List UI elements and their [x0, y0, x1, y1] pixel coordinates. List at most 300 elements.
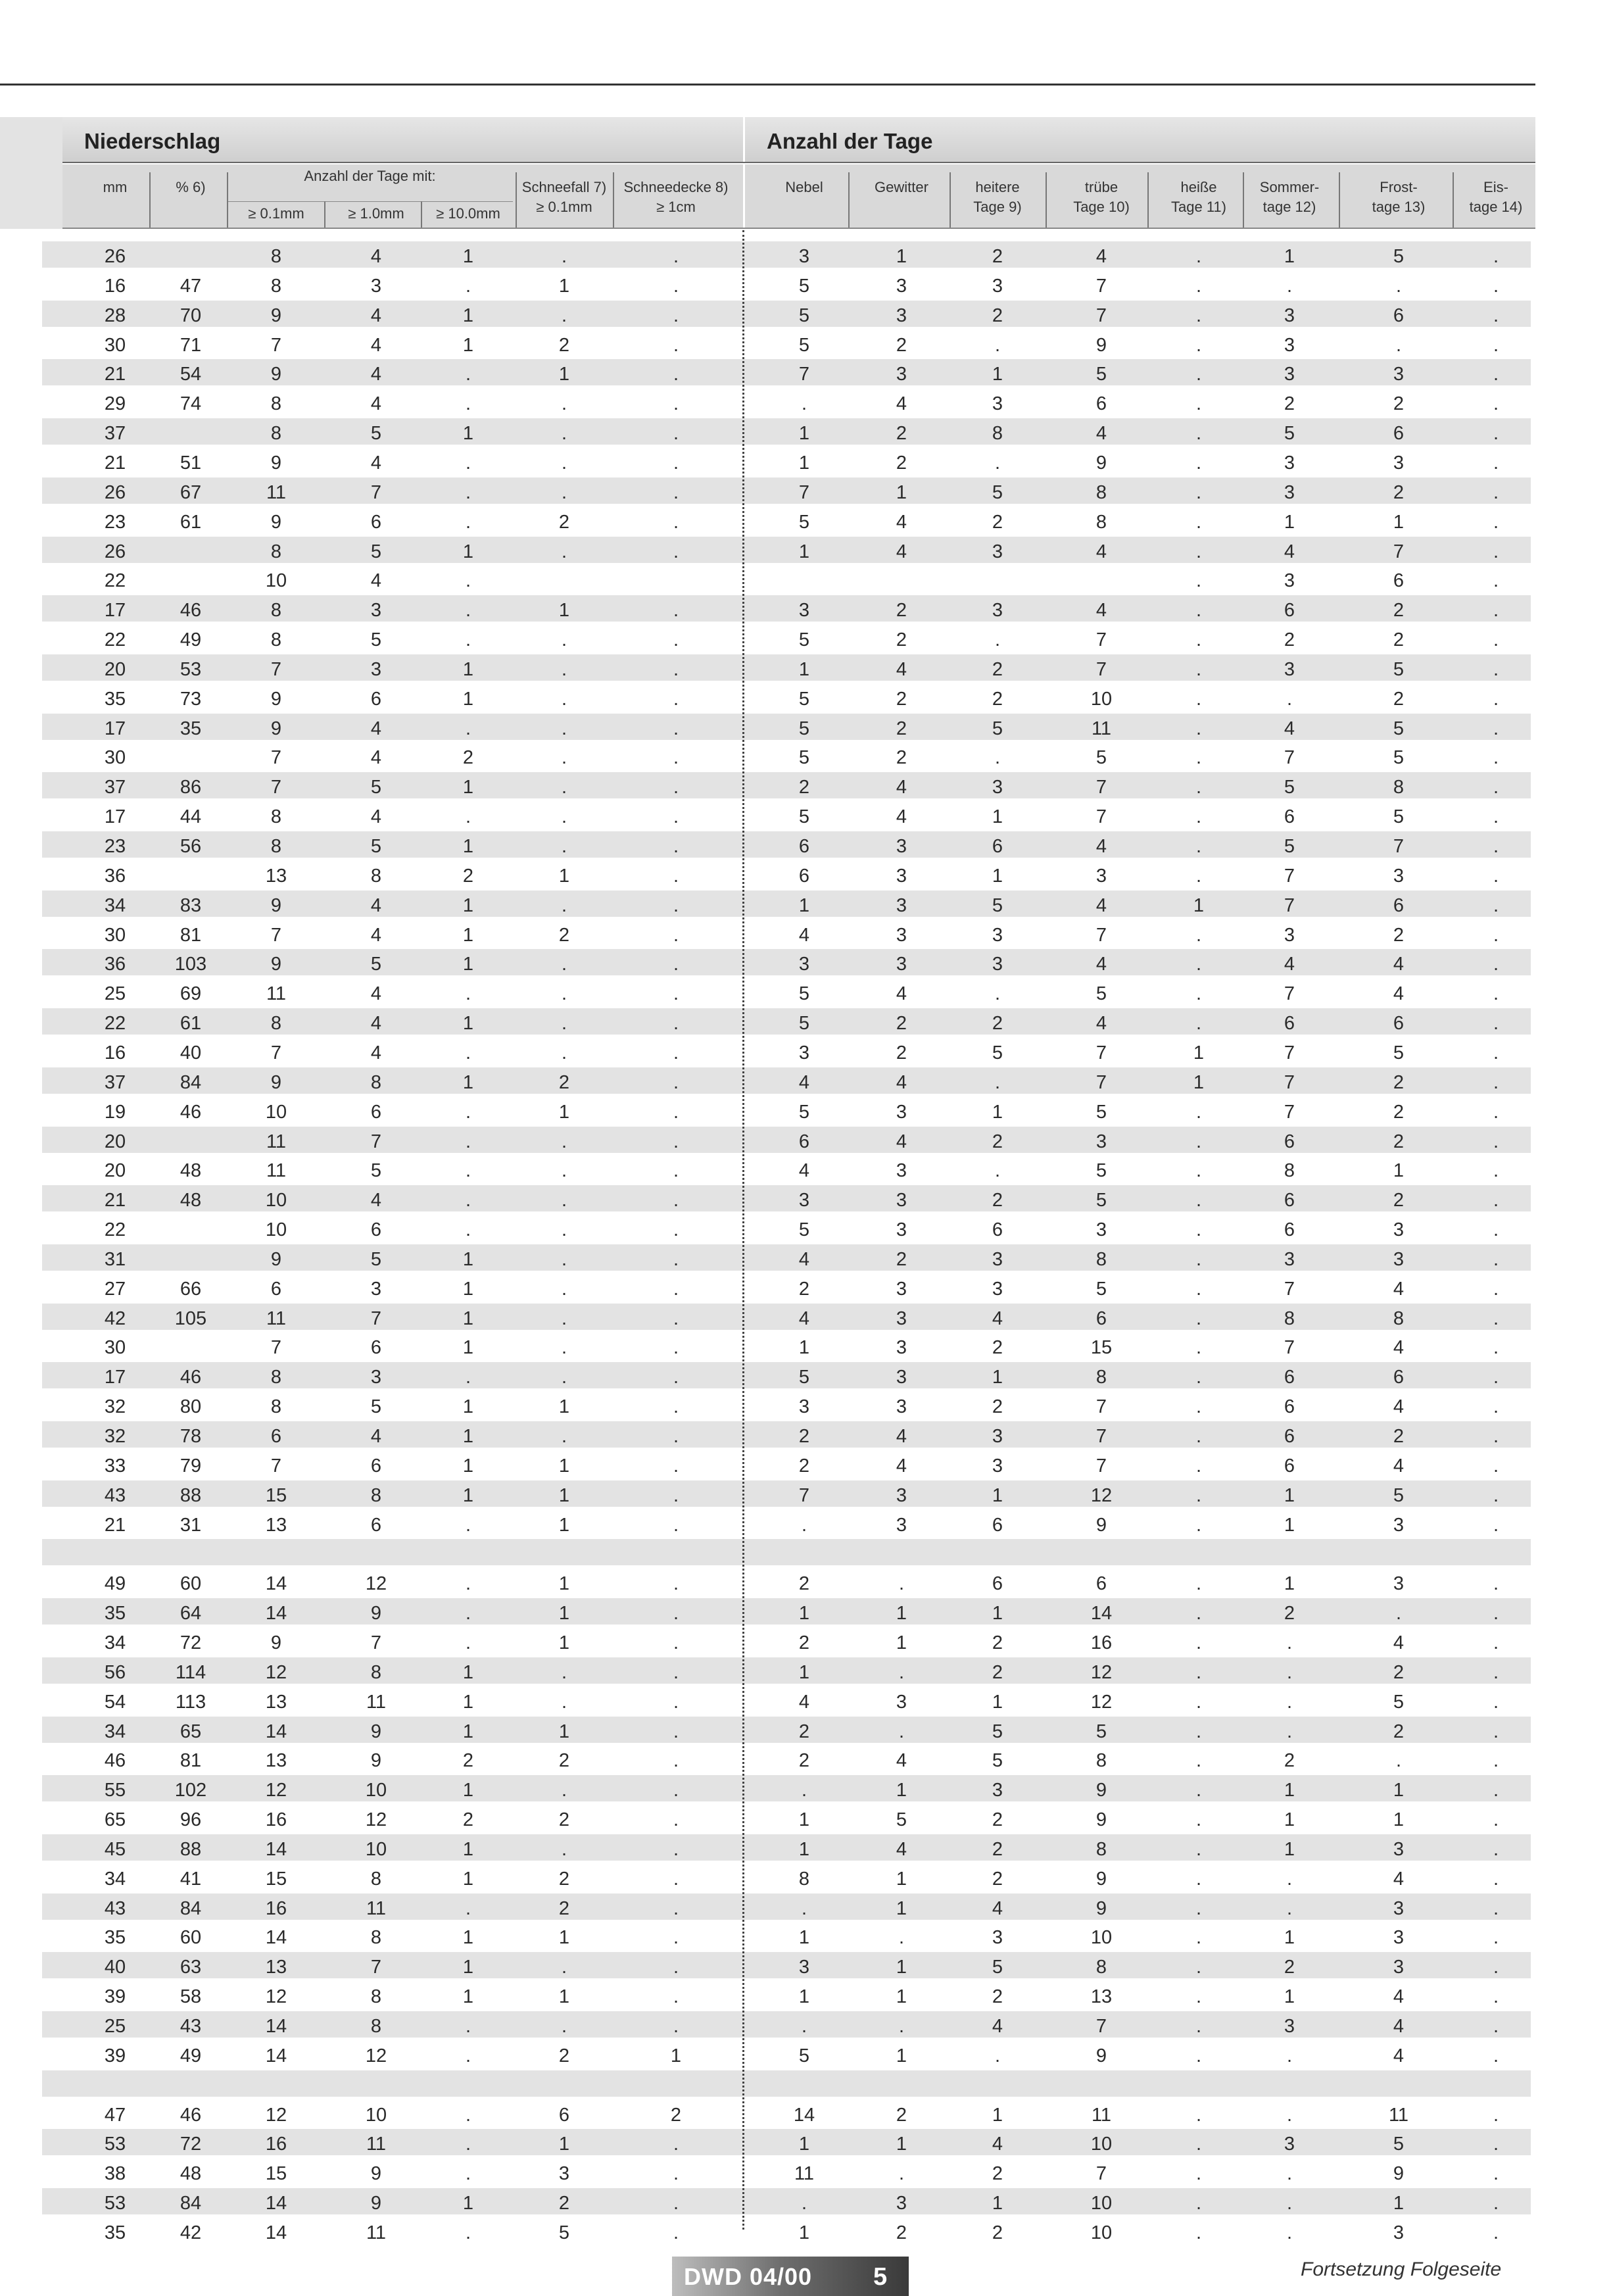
table-cell: 8 [270, 1013, 282, 1035]
table-cell: 7 [1095, 658, 1107, 680]
table-cell: 3 [1284, 305, 1295, 326]
table-cell: . [673, 481, 679, 503]
table-cell [515, 566, 613, 592]
table-cell: 34 [104, 1868, 126, 1890]
table-row [42, 1922, 1531, 1949]
table-cell: . [673, 541, 679, 562]
table-cell: 1 [462, 1927, 474, 1949]
table-cell: 1 [558, 2134, 570, 2155]
table-cell: 16 [104, 275, 126, 297]
column-header: tage 12) [1262, 199, 1316, 215]
table-cell: 3 [1095, 1131, 1107, 1152]
table-cell: . [673, 2016, 679, 2037]
table-cell [1242, 1539, 1337, 1565]
table-cell: 55 [104, 1780, 126, 1801]
table-cell [854, 566, 950, 592]
table-cell: . [561, 1337, 567, 1359]
table-cell: 46 [180, 1367, 202, 1388]
table-cell: . [1195, 1101, 1202, 1123]
table-cell: . [1493, 1927, 1499, 1949]
table-row [42, 241, 1531, 268]
table-cell: 1 [896, 2134, 907, 2155]
table-cell: . [673, 1603, 679, 1624]
table-cell: 3 [1284, 334, 1295, 356]
table-row [42, 1215, 1531, 1241]
table-cell: 9 [1095, 1897, 1107, 1919]
table-cell: 2 [1393, 1661, 1405, 1683]
table-cell: 1 [462, 1426, 474, 1447]
table-cell: . [465, 2045, 471, 2066]
table-cell: 4 [1393, 2016, 1405, 2037]
column-header: heiße [1180, 179, 1217, 195]
table-cell: 17 [104, 1367, 126, 1388]
table-cell [948, 566, 1047, 592]
table-row [42, 772, 1531, 798]
table-cell: 1 [462, 423, 474, 445]
table-cell: 12 [365, 1573, 387, 1595]
table-cell: . [465, 2163, 471, 2185]
table-cell: 11 [266, 481, 287, 503]
table-cell: . [465, 1101, 471, 1123]
table-cell: 7 [1284, 865, 1295, 887]
table-cell: 15 [265, 2163, 287, 2185]
column-header: Tage 11) [1171, 199, 1226, 215]
table-cell: 1 [558, 865, 570, 887]
table-cell: 8 [370, 1927, 382, 1949]
table-cell: 1 [462, 305, 474, 326]
table-cell: 6 [370, 1101, 382, 1123]
table-cell: 6 [558, 2104, 570, 2126]
table-cell: . [1195, 1927, 1202, 1949]
table-cell: . [898, 2016, 905, 2037]
table-cell: 2 [1284, 1750, 1295, 1772]
table-cell: 4 [896, 1750, 907, 1772]
table-cell: 2 [1393, 1190, 1405, 1211]
table-cell: . [673, 688, 679, 710]
table-cell: 15 [265, 1484, 287, 1506]
table-cell: . [465, 1042, 471, 1063]
table-cell: 1 [992, 1484, 1003, 1506]
table-cell: 5 [1393, 1042, 1405, 1063]
table-cell: . [1195, 777, 1202, 798]
table-cell: 3 [992, 954, 1003, 975]
table-cell: . [1493, 1013, 1499, 1035]
table-cell: 4 [1095, 894, 1107, 916]
table-cell: 1 [1193, 1071, 1205, 1093]
table-cell: . [673, 1780, 679, 1801]
table-cell: 1 [1393, 1780, 1405, 1801]
table-cell: 7 [1095, 1396, 1107, 1418]
header-rule-top [62, 162, 1535, 163]
table-cell: 1 [896, 481, 907, 503]
table-cell: . [1286, 2045, 1293, 2066]
table-cell: 30 [104, 924, 126, 946]
table-cell: 5 [370, 954, 382, 975]
table-cell: 7 [270, 747, 282, 769]
table-cell: 8 [370, 865, 382, 887]
table-cell: 3 [1393, 364, 1405, 385]
table-cell: 4 [370, 305, 382, 326]
table-cell: 1 [558, 364, 570, 385]
table-cell: . [673, 1101, 679, 1123]
table-cell: 21 [104, 1190, 126, 1211]
table-cell: 14 [265, 1838, 287, 1860]
table-cell: 4 [370, 393, 382, 415]
table-cell: . [1286, 2104, 1293, 2126]
table-cell: 1 [558, 1927, 570, 1949]
table-cell: 23 [104, 511, 126, 533]
table-cell: 105 [174, 1307, 207, 1329]
table-cell: 9 [1095, 334, 1107, 356]
table-cell: . [1493, 1603, 1499, 1624]
table-row [42, 1598, 1531, 1624]
table-cell: 2 [896, 688, 907, 710]
table-cell: 6 [370, 1455, 382, 1477]
table-cell: . [1195, 836, 1202, 857]
table-cell: . [994, 334, 1001, 356]
table-row [42, 1657, 1531, 1684]
section-separator [742, 230, 744, 2230]
table-row [42, 654, 1531, 681]
table-cell: . [561, 836, 567, 857]
table-cell: 3 [992, 600, 1003, 622]
table-cell: 2 [992, 511, 1003, 533]
table-cell: 3 [798, 954, 810, 975]
table-cell: 6 [270, 1426, 282, 1447]
table-cell: 8 [370, 1986, 382, 2008]
table-cell: 4 [370, 806, 382, 828]
table-cell: 6 [798, 836, 810, 857]
table-cell: 9 [270, 1071, 282, 1093]
table-cell: 9 [270, 1248, 282, 1270]
table-cell: 1 [462, 1838, 474, 1860]
table-cell: 7 [798, 481, 810, 503]
table-cell: 36 [104, 954, 126, 975]
column-header: Gewitter [875, 179, 928, 195]
table-cell: . [1493, 541, 1499, 562]
table-cell: . [1195, 1337, 1202, 1359]
table-cell: . [1493, 983, 1499, 1005]
table-cell: 49 [104, 1573, 126, 1595]
table-cell [619, 2070, 734, 2097]
table-cell: 6 [1284, 806, 1295, 828]
table-cell: 5 [370, 423, 382, 445]
table-cell: 54 [104, 1691, 126, 1713]
table-cell: 2 [558, 334, 570, 356]
table-cell: 5 [1393, 658, 1405, 680]
table-cell: . [898, 1721, 905, 1742]
table-cell: . [673, 836, 679, 857]
table-cell: 2 [798, 777, 810, 798]
table-cell: . [673, 1632, 679, 1653]
table-cell: . [1195, 629, 1202, 651]
table-cell: 2 [558, 1750, 570, 1772]
table-cell: . [1493, 246, 1499, 267]
table-cell: 49 [180, 629, 202, 651]
table-cell: 5 [370, 1248, 382, 1270]
table-cell: 1 [1284, 1484, 1295, 1506]
table-cell: 4 [896, 393, 907, 415]
table-cell: . [1195, 1160, 1202, 1182]
table-cell: . [1195, 246, 1202, 267]
table-cell: 19 [104, 1101, 126, 1123]
table-cell: 3 [896, 1396, 907, 1418]
table-cell: 51 [180, 452, 202, 474]
table-cell: 10 [1090, 688, 1113, 710]
table-cell: 1 [896, 1603, 907, 1624]
table-cell: . [994, 1160, 1001, 1182]
table-cell: 1 [1193, 1042, 1205, 1063]
table-cell: 10 [365, 2104, 387, 2126]
table-cell: . [673, 1514, 679, 1536]
table-cell: . [1195, 1514, 1202, 1536]
table-cell: 14 [265, 1927, 287, 1949]
table-cell [329, 2070, 424, 2097]
table-cell: 36 [104, 865, 126, 887]
table-cell: 3 [370, 1367, 382, 1388]
table-cell: . [673, 1868, 679, 1890]
table-cell: . [1195, 1691, 1202, 1713]
table-cell: . [994, 983, 1001, 1005]
table-row [42, 507, 1531, 533]
table-cell: 6 [370, 1337, 382, 1359]
table-cell: . [561, 423, 567, 445]
table-cell: 11 [1091, 718, 1112, 739]
table-cell: 1 [1393, 1809, 1405, 1831]
table-cell: . [673, 1927, 679, 1949]
table-cell: 5 [370, 629, 382, 651]
table-cell: . [1493, 1042, 1499, 1063]
table-cell: . [1286, 2222, 1293, 2243]
table-cell: 3 [1284, 658, 1295, 680]
table-cell: 2 [896, 334, 907, 356]
table-cell: 6 [1393, 894, 1405, 916]
table-cell: . [673, 865, 679, 887]
table-cell: 6 [1393, 570, 1405, 592]
table-cell: 3 [1393, 865, 1405, 887]
table-cell: 1 [1284, 1514, 1295, 1536]
table-cell: . [561, 1219, 567, 1241]
table-cell: 54 [180, 364, 202, 385]
table-cell [1049, 1539, 1154, 1565]
table-cell: 2 [558, 511, 570, 533]
table-cell: . [561, 393, 567, 415]
table-cell: . [1195, 865, 1202, 887]
table-cell: . [1493, 1721, 1499, 1742]
table-cell: 5 [992, 894, 1003, 916]
column-header: Tage 9) [973, 199, 1022, 215]
table-cell: 2 [558, 1897, 570, 1919]
table-cell: 103 [174, 954, 207, 975]
table-cell: 2 [1393, 1426, 1405, 1447]
table-cell [148, 1539, 233, 1565]
table-cell: . [994, 629, 1001, 651]
table-cell: 26 [104, 246, 126, 267]
table-cell: 3 [1284, 481, 1295, 503]
table-cell: . [1195, 1484, 1202, 1506]
table-cell: 2 [992, 1632, 1003, 1653]
table-cell: 28 [104, 305, 126, 326]
table-cell: 4 [798, 1248, 810, 1270]
table-cell: 4 [370, 1426, 382, 1447]
table-cell: . [673, 2134, 679, 2155]
table-cell: 4 [370, 452, 382, 474]
table-cell: . [673, 511, 679, 533]
table-cell: 31 [180, 1514, 202, 1536]
table-cell: 4 [896, 1838, 907, 1860]
table-cell: 2 [558, 924, 570, 946]
table-cell: 5 [992, 1957, 1003, 1978]
table-cell: 3 [896, 1278, 907, 1300]
table-cell: 3 [992, 393, 1003, 415]
table-cell: . [1493, 511, 1499, 533]
table-cell: 6 [1284, 1131, 1295, 1152]
table-cell: . [994, 452, 1001, 474]
table-cell: . [561, 1013, 567, 1035]
table-cell: 7 [1284, 894, 1295, 916]
table-cell: 7 [370, 1307, 382, 1329]
table-cell: 2 [896, 747, 907, 769]
table-cell: . [465, 511, 471, 533]
table-cell: . [673, 924, 679, 946]
table-cell: . [465, 570, 471, 592]
table-cell: 3 [896, 836, 907, 857]
table-cell: 3 [1393, 2222, 1405, 2243]
table-cell: 5 [370, 541, 382, 562]
table-cell: 113 [175, 1691, 206, 1713]
table-cell: 8 [270, 541, 282, 562]
table-cell: 4 [1095, 541, 1107, 562]
table-row [42, 1127, 1531, 1153]
table-cell: 6 [1284, 1396, 1295, 1418]
table-cell: 1 [558, 1101, 570, 1123]
table-cell: 60 [180, 1573, 202, 1595]
table-cell: 2 [896, 2104, 907, 2126]
table-cell: 3 [1284, 452, 1295, 474]
table-cell: 4 [1393, 1278, 1405, 1300]
table-cell: 3 [558, 2163, 570, 2185]
table-cell: 14 [265, 2016, 287, 2037]
table-cell: 2 [992, 246, 1003, 267]
table-cell: 11 [366, 2222, 387, 2243]
table-cell: . [994, 2045, 1001, 2066]
table-cell: . [1493, 1691, 1499, 1713]
table-cell [1343, 2070, 1455, 2097]
table-cell: 9 [370, 2163, 382, 2185]
table-cell: 6 [1393, 305, 1405, 326]
table-cell: . [673, 1986, 679, 2008]
table-cell: 4 [1284, 718, 1295, 739]
table-cell: . [1493, 1780, 1499, 1801]
table-cell: 7 [370, 1632, 382, 1653]
table-cell [1049, 2070, 1154, 2097]
table-cell: . [465, 806, 471, 828]
table-cell: 8 [370, 1868, 382, 1890]
table-cell: 8 [270, 393, 282, 415]
table-row [42, 1539, 1531, 1565]
table-cell: . [673, 1071, 679, 1093]
table-cell: 8 [1095, 1248, 1107, 1270]
table-cell: 1 [462, 1691, 474, 1713]
table-cell: . [1195, 1307, 1202, 1329]
page-number: 5 [873, 2263, 888, 2291]
table-cell: 1 [462, 2193, 474, 2214]
table-cell: 7 [1284, 1042, 1295, 1063]
table-cell: . [465, 718, 471, 739]
table-cell: 4 [1393, 983, 1405, 1005]
table-cell: 3 [896, 1337, 907, 1359]
table-cell: 2 [462, 747, 474, 769]
table-cell: . [561, 452, 567, 474]
table-cell: 10 [265, 1190, 287, 1211]
table-cell: 5 [798, 718, 810, 739]
table-cell: 3 [1393, 1219, 1405, 1241]
column-header: % 6) [176, 179, 206, 195]
table-cell: 4 [1393, 954, 1405, 975]
table-cell: 12 [1090, 1484, 1113, 1506]
table-cell: 31 [104, 1248, 126, 1270]
table-cell: . [465, 1632, 471, 1653]
table-cell: . [465, 2134, 471, 2155]
table-cell: 46 [180, 600, 202, 622]
table-cell: . [1195, 983, 1202, 1005]
table-cell: 9 [370, 2193, 382, 2214]
table-cell: 1 [1393, 2193, 1405, 2214]
table-cell: 5 [1095, 1278, 1107, 1300]
table-cell: 5 [798, 1013, 810, 1035]
table-cell: 3 [1284, 2016, 1295, 2037]
table-cell: 7 [1284, 747, 1295, 769]
table-row [42, 2100, 1531, 2126]
table-cell: . [673, 1484, 679, 1506]
table-cell: . [1493, 1248, 1499, 1270]
table-cell: . [465, 600, 471, 622]
table-cell: . [1493, 1426, 1499, 1447]
table-cell: 53 [180, 658, 202, 680]
table-cell: 12 [365, 1809, 387, 1831]
table-cell: 3 [992, 275, 1003, 297]
table-cell: 5 [370, 836, 382, 857]
table-cell: 1 [896, 2045, 907, 2066]
table-cell: 13 [265, 865, 287, 887]
table-cell: 4 [1393, 1868, 1405, 1890]
table-cell [854, 1539, 950, 1565]
table-cell: 1 [1193, 894, 1205, 916]
table-cell: 11 [1388, 2104, 1409, 2126]
table-cell: 8 [370, 1661, 382, 1683]
table-cell: 40 [180, 1042, 202, 1063]
table-cell: 67 [180, 481, 202, 503]
table-cell: 2 [462, 865, 474, 887]
table-cell: 5 [1393, 246, 1405, 267]
table-cell: 8 [270, 1396, 282, 1418]
table-cell: 1 [798, 1927, 810, 1949]
table-cell: 2 [558, 2193, 570, 2214]
anzahl-tage-title: Anzahl der Tage [767, 129, 933, 153]
table-cell: . [673, 1219, 679, 1241]
table-cell: . [673, 275, 679, 297]
table-cell: 1 [462, 246, 474, 267]
table-cell: 5 [370, 777, 382, 798]
table-cell: 4 [1284, 541, 1295, 562]
table-cell: 11 [366, 1691, 387, 1713]
table-cell: 2 [896, 1013, 907, 1035]
table-cell: 3 [896, 1367, 907, 1388]
table-cell: . [1395, 1750, 1402, 1772]
table-cell: 3 [370, 658, 382, 680]
table-cell: . [1195, 1426, 1202, 1447]
table-cell: 6 [370, 1219, 382, 1241]
